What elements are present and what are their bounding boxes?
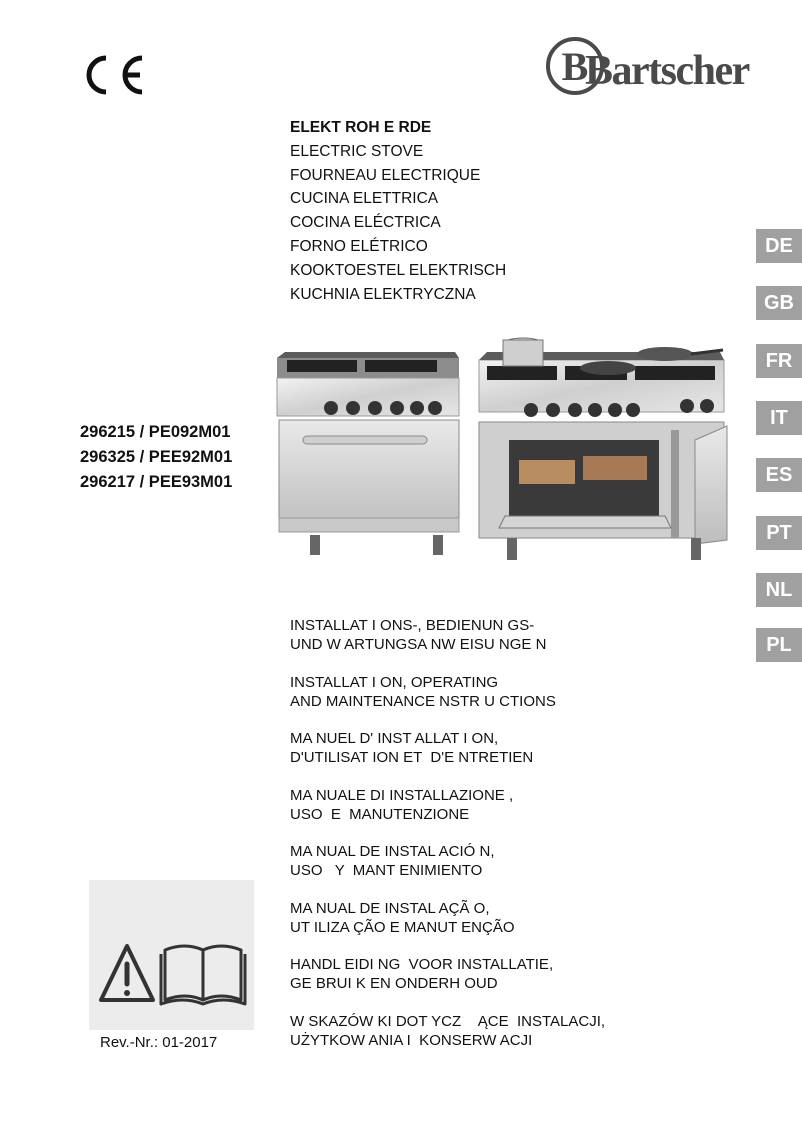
title-line: KOOKTOESTEL ELEKTRISCH (290, 261, 507, 279)
warning-icon (101, 946, 153, 1000)
title-line: ELEKT ROH E RDE (290, 119, 432, 136)
manual-group-gb (290, 673, 605, 730)
manual-line: MA NUAL DE INSTAL ACIÓ N, (290, 843, 495, 860)
brand-logo (545, 36, 750, 100)
title-line: ELECTRIC STOVE (290, 142, 424, 160)
manual-line: MA NUALE DI INSTALLAZIONE , (290, 786, 514, 804)
lang-tab-nl[interactable]: NL (756, 573, 802, 607)
manual-line: INSTALLAT I ON, OPERATING (290, 673, 499, 691)
model-line: 296215 / PE092M01 (80, 423, 231, 441)
product-image (275, 330, 730, 565)
manual-line: AND MAINTENANCE NSTR U CTIONS (290, 692, 556, 710)
model-line: 296217 / PEE93M01 (80, 473, 233, 491)
manual-line: GE BRUI K EN ONDERH OUD (290, 975, 498, 992)
manual-group-fr (290, 729, 605, 786)
manual-line: MA NUEL D' INST ALLAT I ON, (290, 730, 499, 747)
ce-mark-icon (78, 50, 148, 100)
manual-line: INSTALLAT I ONS-, BEDIENUN GS- (290, 617, 535, 634)
lang-tab-pt[interactable]: PT (756, 516, 802, 550)
manual-group-pl (290, 1012, 605, 1069)
manual-line: USO E MANUTENZIONE (290, 805, 470, 823)
lang-tab-it[interactable]: IT (756, 401, 802, 435)
manual-line: MA NUAL DE INSTAL AÇÃ O, (290, 899, 490, 917)
manual-line: USO Y MANT ENIMIENTO (290, 862, 483, 879)
model-numbers (80, 420, 232, 495)
brand-name: Bartscher (585, 48, 749, 94)
safety-notice-box (89, 880, 254, 1030)
manual-line: UND W ARTUNGSA NW EISU NGE N (290, 636, 547, 653)
lang-tab-pl[interactable]: PL (756, 628, 802, 662)
read-manual-icon (161, 946, 245, 1004)
title-line: FORNO ELÉTRICO (290, 237, 428, 255)
revision-number: Rev.-Nr.: 01-2017 (100, 1034, 218, 1051)
manual-group-it (290, 786, 605, 843)
title-line: KUCHNIA ELEKTRYCZNA (290, 285, 476, 303)
manual-line: UŻYTKOW ANIA I KONSERW ACJI (290, 1031, 533, 1049)
title-line: CUCINA ELETTRICA (290, 190, 439, 208)
product-titles (290, 116, 506, 306)
lang-tab-gb[interactable]: GB (756, 286, 802, 320)
lang-tab-de[interactable]: DE (756, 229, 802, 263)
model-line: 296325 / PEE92M01 (80, 448, 233, 466)
manual-group-de (290, 616, 605, 673)
manual-line: HANDL EIDI NG VOOR INSTALLATIE, (290, 956, 554, 973)
manual-titles (290, 616, 605, 1068)
logo-letter: B (561, 44, 589, 89)
lang-tab-es[interactable]: ES (756, 458, 802, 492)
manual-group-nl (290, 955, 605, 1012)
title-line: FOURNEAU ELECTRIQUE (290, 166, 481, 184)
title-line: COCINA ELÉCTRICA (290, 214, 441, 232)
lang-tab-fr[interactable]: FR (756, 344, 802, 378)
manual-group-es (290, 842, 605, 899)
manual-line: D'UTILISAT ION ET D'E NTRETIEN (290, 749, 534, 766)
manual-line: W SKAZÓW KI DOT YCZ ĄCE INSTALACJI, (290, 1012, 606, 1030)
manual-group-pt (290, 899, 605, 956)
manual-line: UT ILIZA ÇÃO E MANUT ENÇÃO (290, 918, 515, 936)
